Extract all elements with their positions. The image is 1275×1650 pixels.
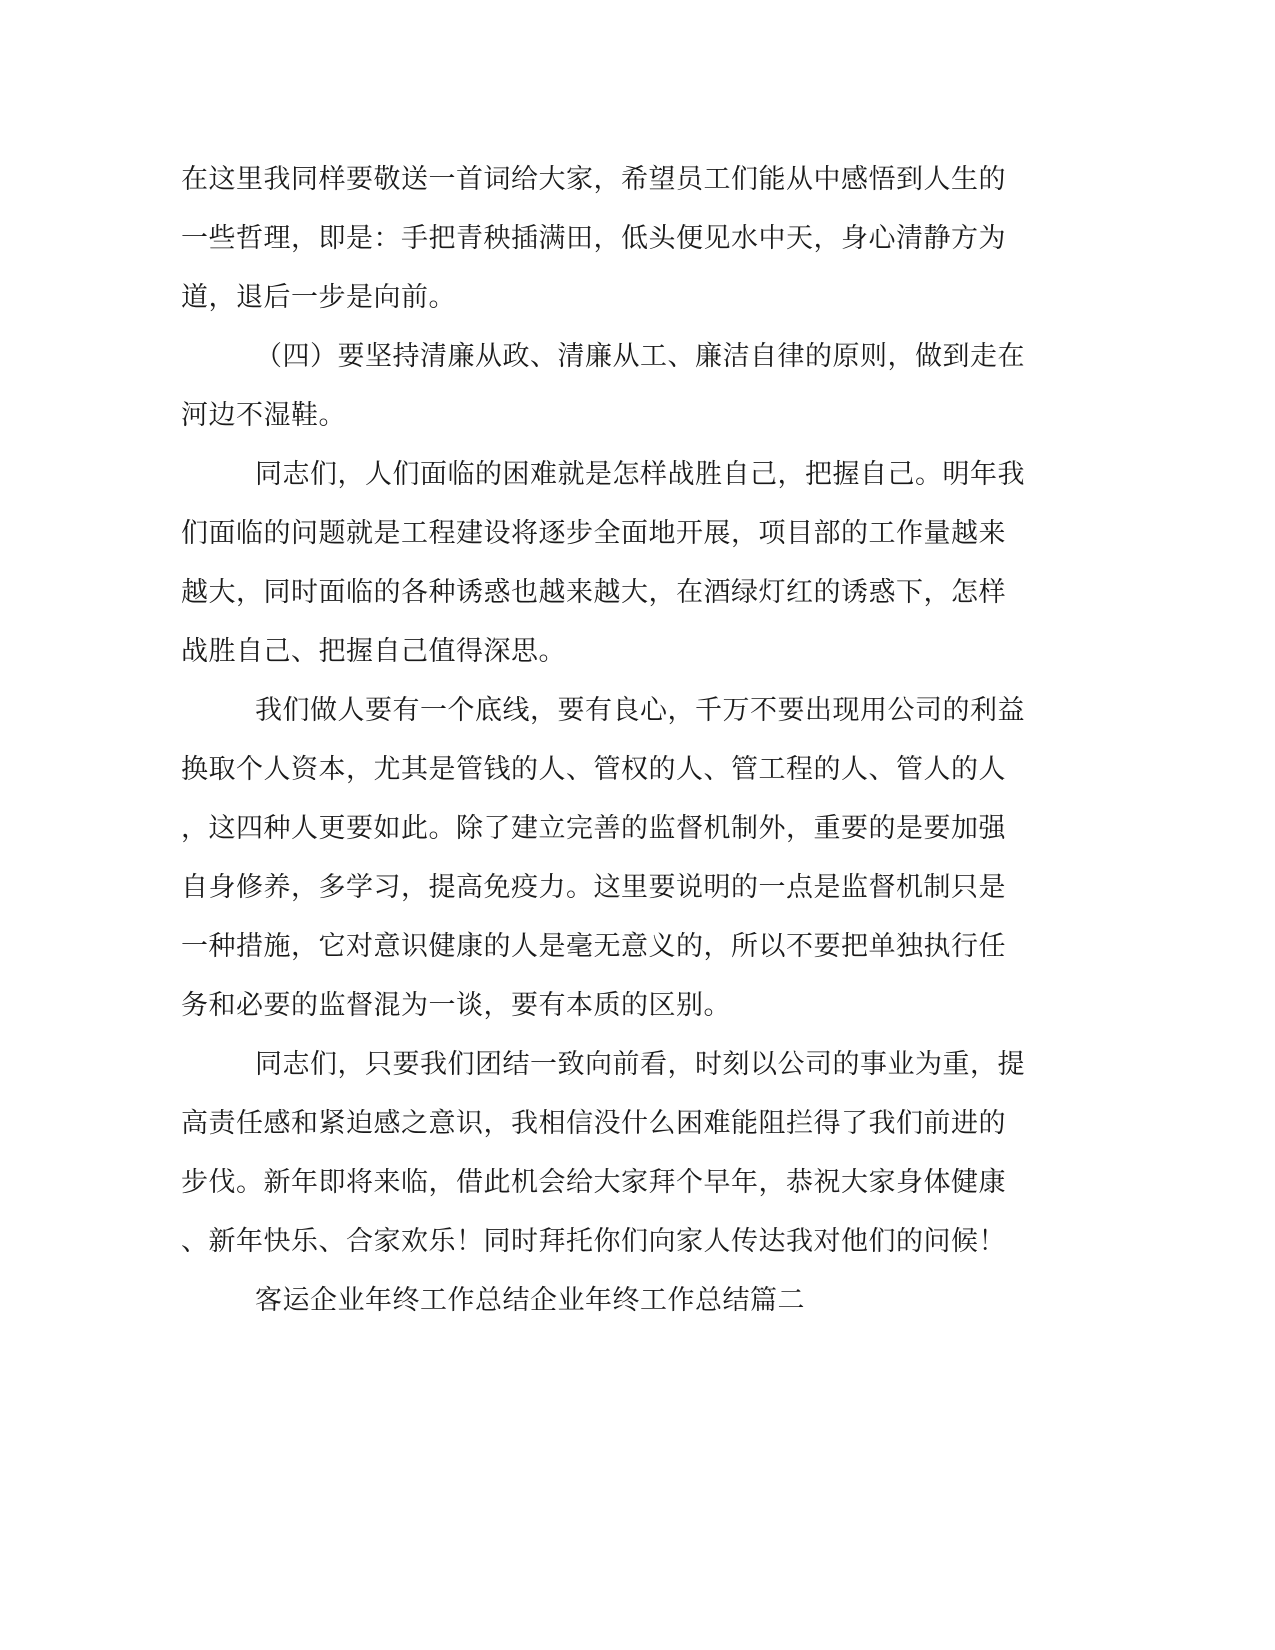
- text-line: 自身修养，多学习，提高免疫力。这里要说明的一点是监督机制只是: [181, 872, 1006, 903]
- text-line: 高责任感和紧迫感之意识，我相信没什么困难能阻拦得了我们前进的: [181, 1108, 1006, 1139]
- text-line: 步伐。新年即将来临，借此机会给大家拜个早年，恭祝大家身体健康: [181, 1167, 1006, 1198]
- text-line: 务和必要的监督混为一谈，要有本质的区别。: [181, 990, 731, 1021]
- text-line: 战胜自己、把握自己值得深思。: [181, 636, 566, 667]
- text-line: 同志们，只要我们团结一致向前看，时刻以公司的事业为重，提: [255, 1049, 1025, 1080]
- text-line: （四）要坚持清廉从政、清廉从工、廉洁自律的原则，做到走在: [255, 341, 1025, 372]
- text-line: 一种措施，它对意识健康的人是毫无意义的，所以不要把单独执行任: [181, 931, 1006, 962]
- section-heading: 客运企业年终工作总结企业年终工作总结篇二: [255, 1285, 805, 1316]
- text-line: 河边不湿鞋。: [181, 400, 346, 431]
- text-line: 在这里我同样要敬送一首词给大家，希望员工们能从中感悟到人生的: [181, 164, 1006, 195]
- text-line: 一些哲理，即是：手把青秧插满田，低头便见水中天，身心清静方为: [181, 223, 1006, 254]
- text-line: 换取个人资本，尤其是管钱的人、管权的人、管工程的人、管人的人: [181, 754, 1006, 785]
- text-line: 、新年快乐、合家欢乐！同时拜托你们向家人传达我对他们的问候！: [181, 1226, 1006, 1257]
- text-line: 我们做人要有一个底线，要有良心，千万不要出现用公司的利益: [255, 695, 1025, 726]
- text-line: 道，退后一步是向前。: [181, 282, 456, 313]
- text-line: 同志们，人们面临的困难就是怎样战胜自己，把握自己。明年我: [255, 459, 1025, 490]
- text-line: 们面临的问题就是工程建设将逐步全面地开展，项目部的工作量越来: [181, 518, 1006, 549]
- text-line: ，这四种人更要如此。除了建立完善的监督机制外，重要的是要加强: [181, 813, 1006, 844]
- text-line: 越大，同时面临的各种诱惑也越来越大，在酒绿灯红的诱惑下，怎样: [181, 577, 1006, 608]
